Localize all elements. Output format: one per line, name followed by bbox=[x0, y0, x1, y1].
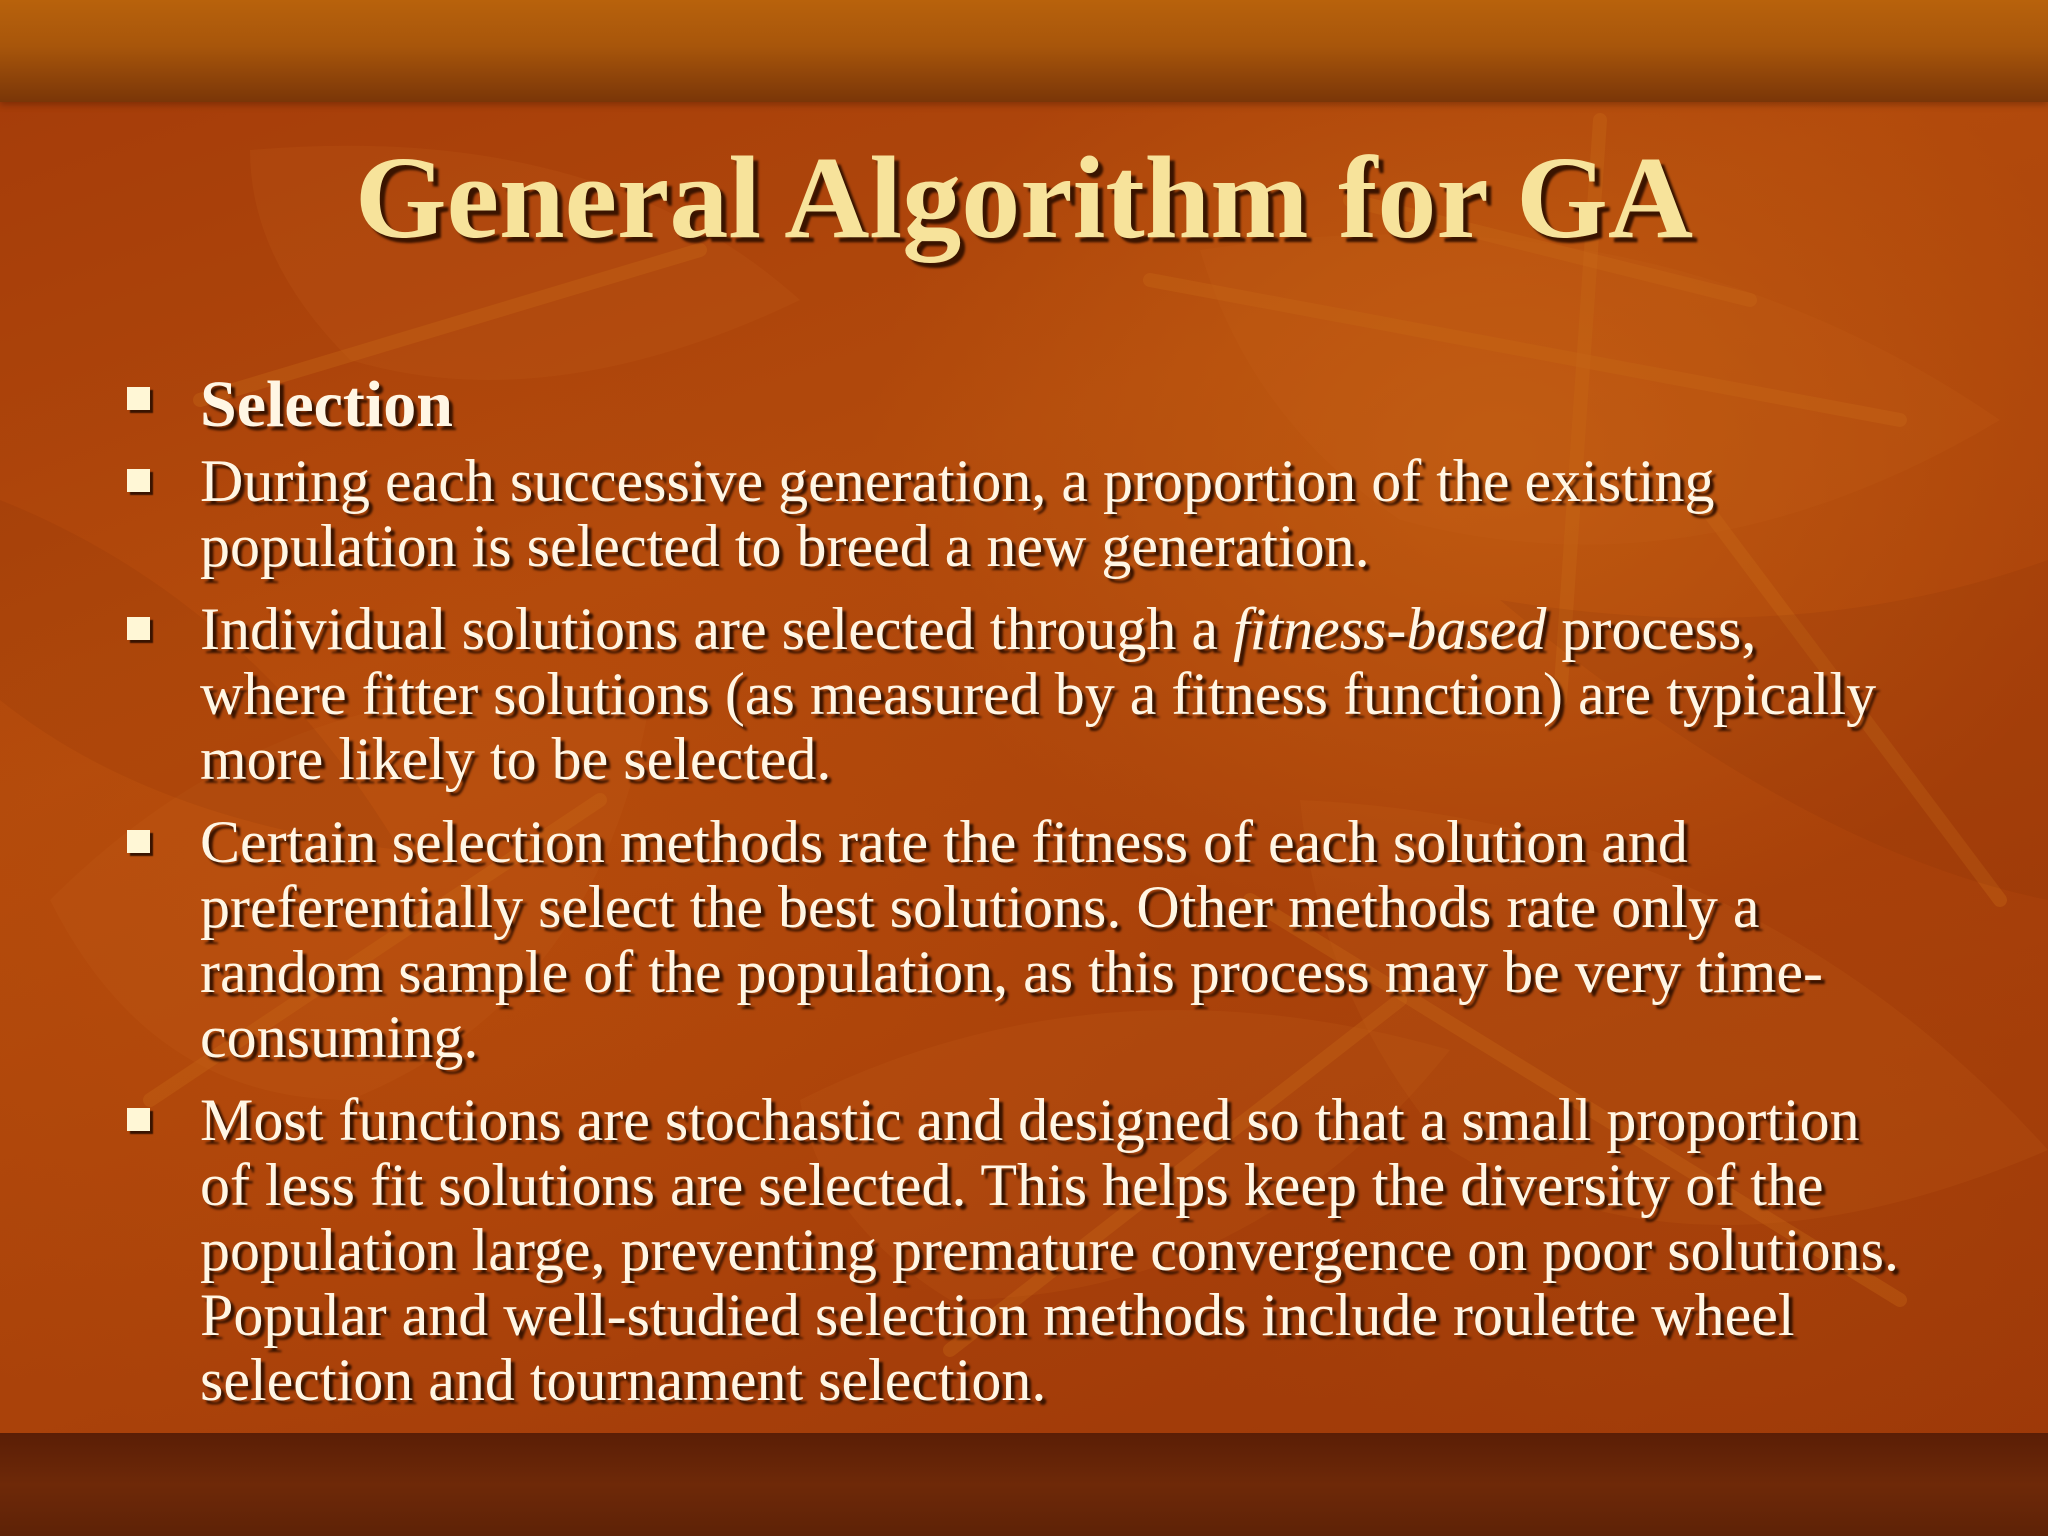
square-bullet-icon bbox=[127, 617, 150, 640]
bullet-text-italic: fitness-based bbox=[1233, 596, 1547, 662]
bullet-text: Most functions are stochastic and designed so that a small proportion of less fit solutions are selected. This helps keep the diversity of the population large, preventing premature convergence on poor solutions. Popular and well-studied selection methods include roulette wheel selection and tournament selection. bbox=[200, 1087, 1899, 1413]
square-bullet-icon bbox=[127, 830, 150, 853]
top-header-band bbox=[0, 0, 2048, 102]
bullet-text-pre: Individual solutions are selected through a bbox=[200, 596, 1234, 662]
bottom-footer-band bbox=[0, 1433, 2048, 1536]
bullet-text: During each successive generation, a proportion of the existing population is selected to breed a new generation. bbox=[200, 448, 1715, 579]
bullet-text: Certain selection methods rate the fitness of each solution and preferentially select the best solutions. Other methods rate only a random sample of the population, as this process may be very time-consuming. bbox=[200, 809, 1823, 1070]
square-bullet-icon bbox=[127, 387, 150, 410]
bullet-item-selection-methods bbox=[0, 810, 1900, 1070]
slide-title: General Algorithm for GA bbox=[354, 132, 1694, 263]
square-bullet-icon bbox=[127, 1108, 150, 1131]
bullet-item-stochastic bbox=[0, 1088, 1900, 1413]
bullet-text: Selection bbox=[200, 368, 453, 441]
bullet-item-selection-heading bbox=[0, 365, 1900, 445]
bullet-item-fitness-based bbox=[0, 597, 1900, 792]
square-bullet-icon bbox=[127, 469, 150, 492]
bullet-list bbox=[0, 365, 2048, 1431]
bullet-text-post: process, where fitter solutions (as measured by a fitness function) are typically more likely to be selected. bbox=[200, 596, 1877, 792]
bullet-item-generation bbox=[0, 449, 1900, 579]
